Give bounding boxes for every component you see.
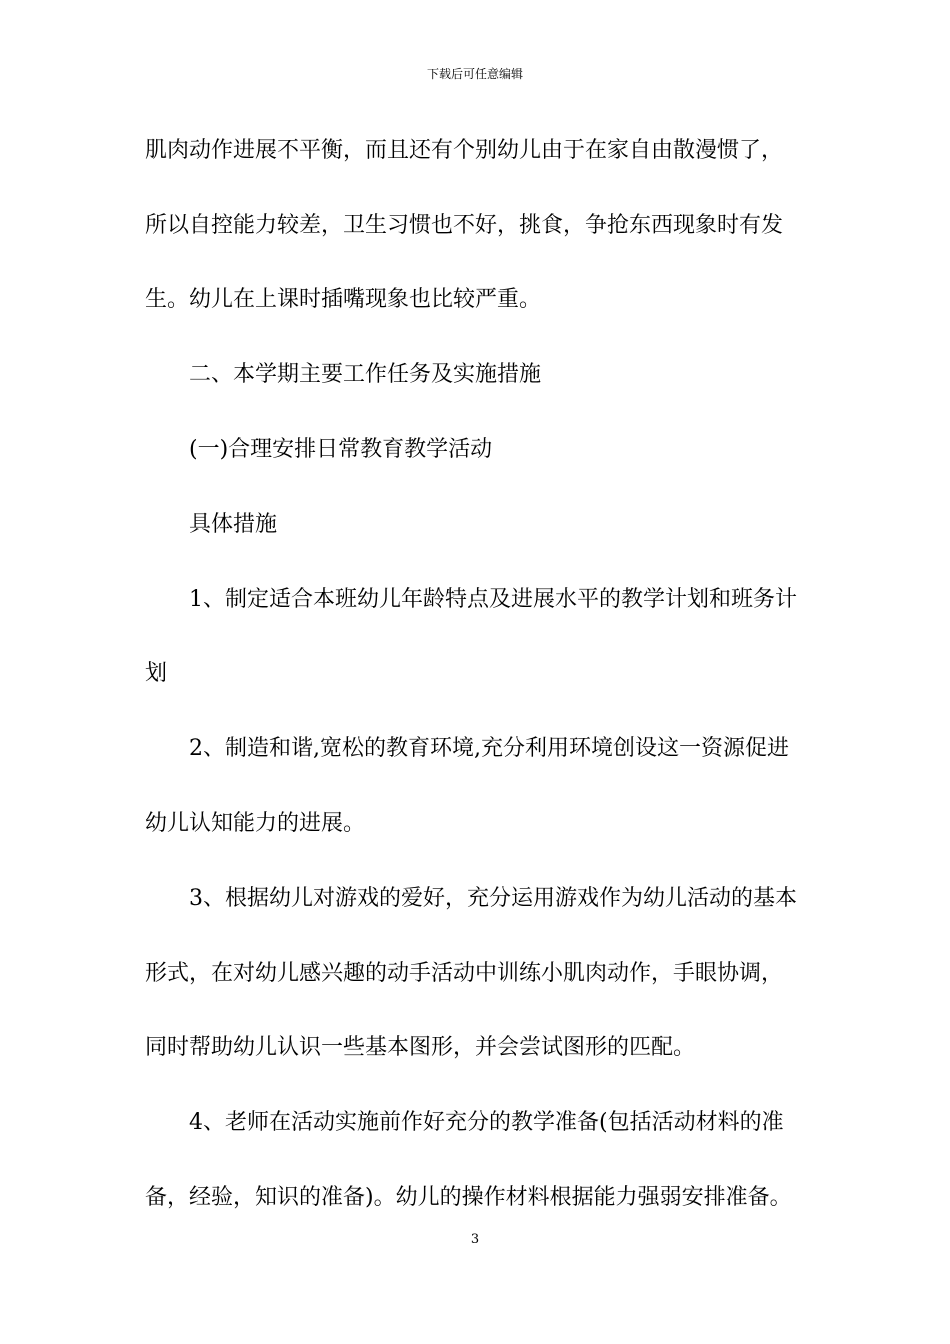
page-header: 下载后可任意编辑 xyxy=(426,67,523,81)
item-2-line-1: 2、制造和谐,宽松的教育环境,充分利用环境创设这一资源促进 xyxy=(189,736,789,761)
item-2-line-2: 幼儿认知能力的进展。 xyxy=(145,811,366,836)
item-1-line-2: 划 xyxy=(145,661,168,686)
item-3-line-2: 形式，在对幼儿感兴趣的动手活动中训练小肌肉动作，手眼协调， xyxy=(145,961,784,986)
item-4-line-2: 备，经验，知识的准备)。幼儿的操作材料根据能力强弱安排准备。 xyxy=(145,1185,792,1210)
item-4-line-1: 4、老师在活动实施前作好充分的教学准备(包括活动材料的准 xyxy=(189,1110,784,1135)
page-number: 3 xyxy=(470,1232,480,1247)
text-line-3: 生。幼儿在上课时插嘴现象也比较严重。 xyxy=(145,287,542,312)
text-line-1: 肌肉动作进展不平衡，而且还有个别幼儿由于在家自由散漫惯了， xyxy=(145,138,784,163)
item-1-line-1: 1、制定适合本班幼儿年龄特点及进展水平的教学计划和班务计 xyxy=(189,587,797,612)
item-3-line-1: 3、根据幼儿对游戏的爱好，充分运用游戏作为幼儿活动的基本 xyxy=(189,886,797,911)
subsection-heading: (一)合理安排日常教育教学活动 xyxy=(189,437,493,462)
section-heading: 二、本学期主要工作任务及实施措施 xyxy=(189,362,542,387)
measures-heading: 具体措施 xyxy=(189,512,278,537)
text-line-2: 所以自控能力较差，卫生习惯也不好，挑食，争抢东西现象时有发 xyxy=(145,213,784,238)
item-3-line-3: 同时帮助幼儿认识一些基本图形，并会尝试图形的匹配。 xyxy=(145,1035,696,1060)
